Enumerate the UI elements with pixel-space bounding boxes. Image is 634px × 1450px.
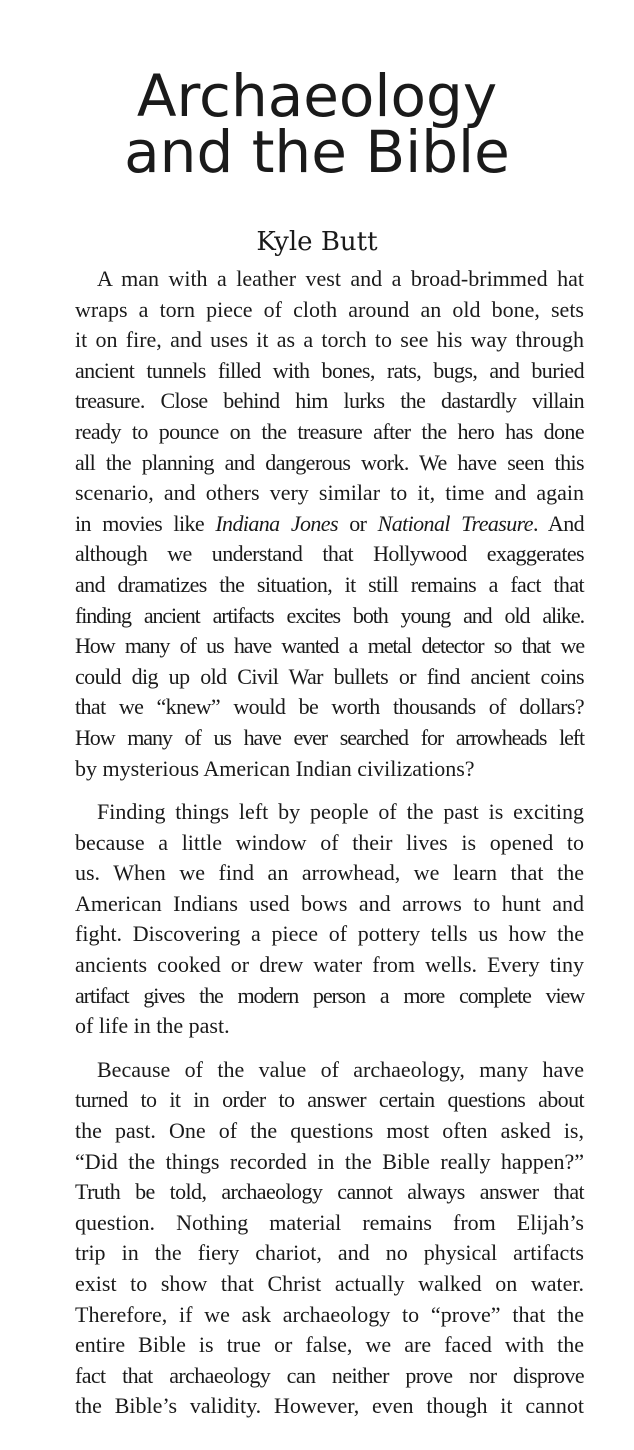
movie-title: National Treasure [377, 510, 533, 536]
text-line: entire Bible is true or false, we are faced with the [75, 1332, 584, 1358]
text-line: wraps a torn piece of cloth around an old bone, sets [75, 296, 584, 322]
paragraph-2 [75, 797, 584, 1042]
text-line: of life in the past. [75, 1013, 230, 1039]
movie-title: Indiana Jones [215, 510, 338, 536]
text-line: trip in the fiery chariot, and no physical artifacts [75, 1240, 584, 1266]
text-line-with-titles [75, 509, 584, 540]
text-line: fact that archaeology can neither prove nor disprove [75, 1362, 584, 1388]
text-line: turned to it in order to answer certain questions about [75, 1087, 584, 1113]
title-line-2: and the Bible [124, 118, 510, 186]
text-line: and dramatizes the situation, it still remains a fact that [75, 571, 584, 597]
text-line: finding ancient artifacts excites both young and old alike. [75, 602, 584, 628]
text-line: artifact gives the modern person a more complete view [75, 982, 584, 1008]
paragraph-3 [75, 1055, 584, 1422]
text-line: Truth be told, archaeology cannot always answer that [75, 1179, 584, 1205]
text-fragment: or [337, 510, 378, 536]
text-line: fight. Discovering a piece of pottery tells us how the [75, 921, 584, 947]
author-byline: Kyle Butt [256, 227, 378, 257]
text-line: because a little window of their lives is opened to [75, 829, 584, 855]
text-line: exist to show that Christ actually walked on water. [75, 1271, 584, 1296]
text-line: us. When we find an arrowhead, we learn that the [75, 860, 584, 886]
text-line: American Indians used bows and arrows to hunt and [75, 890, 584, 916]
text-line: How many of us have wanted a metal detector so that we [75, 633, 584, 659]
text-line: treasure. Close behind him lurks the dastardly villain [75, 388, 584, 414]
text-line: Because of the value of archaeology, many have [97, 1056, 584, 1082]
text-line: by mysterious American Indian civilizations? [75, 755, 475, 781]
text-line: “Did the things recorded in the Bible really happen?” [75, 1148, 584, 1174]
paragraph-1 [75, 264, 584, 784]
title-line-1: Archaeology [136, 62, 498, 130]
article-body [75, 264, 584, 1435]
text-line: question. Nothing material remains from Elijah’s [75, 1209, 584, 1235]
text-line: the past. One of the questions most often asked is, [75, 1118, 584, 1144]
text-line: ancient tunnels filled with bones, rats, bugs, and buried [75, 357, 584, 383]
text-line: although we understand that Hollywood exaggerates [75, 541, 584, 567]
text-line: Therefore, if we ask archaeology to “prove” that the [75, 1301, 584, 1327]
article-title [0, 62, 634, 186]
text-line: the Bible’s validity. However, even though it cannot [75, 1393, 584, 1419]
text-line: ancients cooked or drew water from wells. Every tiny [75, 952, 584, 978]
text-line: all the planning and dangerous work. We have seen this [75, 449, 584, 475]
text-fragment: in movies like [75, 510, 216, 536]
text-line: Finding things left by people of the past is exciting [97, 799, 584, 825]
text-line: How many of us have ever searched for arrowheads left [75, 724, 584, 750]
text-fragment: . And [532, 510, 584, 536]
text-line: it on fire, and uses it as a torch to see his way through [75, 327, 584, 353]
text-line: could dig up old Civil War bullets or find ancient coins [75, 663, 584, 689]
text-line: scenario, and others very similar to it, time and again [75, 480, 584, 506]
text-line: A man with a leather vest and a broad-brimmed hat [97, 266, 584, 291]
text-line: ready to pounce on the treasure after the hero has done [75, 418, 584, 444]
text-line: that we “knew” would be worth thousands of dollars? [75, 694, 584, 720]
